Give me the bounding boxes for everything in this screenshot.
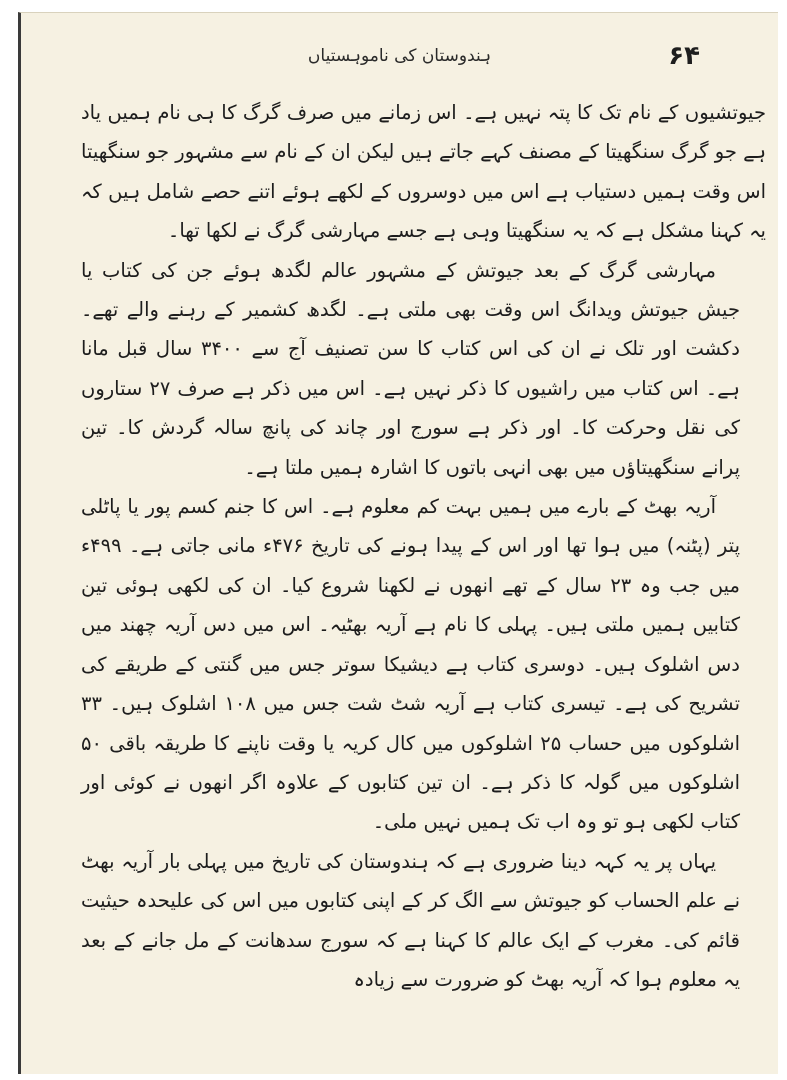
body-text [81, 93, 766, 999]
page-header [21, 33, 778, 77]
book-page [18, 12, 778, 1074]
paragraph-2: مہارشی گرگ کے بعد جیوتش کے مشہور عالم لگدھ ہوئے جن کی کتاب یا جیش جیوتش ویدانگ اس وقت بھی ملتی ہے۔ لگدھ کشمیر کے رہنے والے تھے۔ دکشت اور تلک نے ان کی اس کتاب کا سن تصنیف آج سے ۳۴۰۰ سال قبل مانا ہے۔ اس کتاب میں راشیوں کا ذکر نہیں ہے۔ اس میں ذکر ہے صرف ۲۷ ستاروں کی نقل وحرکت کا۔ اور ذکر ہے سورج اور چاند کی پانچ سالہ گردش کا۔ تین پرانے سنگھیتاؤں میں بھی انہی باتوں کا اشارہ ہمیں ملتا ہے۔ [81, 258, 740, 479]
running-title: ہندوستان کی ناموہستیاں [307, 46, 492, 66]
page-number: ۶۴ [668, 41, 700, 71]
paragraph-4: یہاں پر یہ کہہ دینا ضروری ہے کہ ہندوستان کی تاریخ میں پہلی بار آریہ بھٹ نے علم الحساب کو جیوتش سے الگ کر کے اپنی کتابوں میں اس کی علیحدہ حیثیت قائم کی۔ مغرب کے ایک عالم کا کہنا ہے کہ سورج سدھانت کے مل جانے کے بعد یہ معلوم ہوا کہ آریہ بھٹ کو ضرورت سے زیادہ [81, 849, 740, 991]
paragraph-3: آریہ بھٹ کے بارے میں ہمیں بہت کم معلوم ہے۔ اس کا جنم کسم پور یا پاٹلی پتر (پٹنہ) میں ہوا تھا اور اس کے پیدا ہونے کی تاریخ ۴۷۶ء مانی جاتی ہے۔ ۴۹۹ء میں جب وہ ۲۳ سال کے تھے انھوں نے لکھنا شروع کیا۔ ان کی لکھی ہوئی تین کتابیں ہمیں ملتی ہیں۔ پہلی کا نام ہے آریہ بھٹیہ۔ اس میں دس آریہ چھند میں دس اشلوک ہیں۔ دوسری کتاب ہے دیشیکا سوتر جس میں گنتی کے طریقے کی تشریح کی ہے۔ تیسری کتاب ہے آریہ شٹ شت جس میں ۱۰۸ اشلوک ہیں۔ ۳۳ اشلوکوں میں حساب ۲۵ اشلوکوں میں کال کریہ یا وقت ناپنے کا طریقہ باقی ۵۰ اشلوکوں میں گولہ کا ذکر ہے۔ ان تین کتابوں کے علاوہ اگر انھوں نے کوئی اور کتاب لکھی ہو تو وہ اب تک ہمیں نہیں ملی۔ [81, 495, 740, 834]
paragraph-1: جیوتشیوں کے نام تک کا پتہ نہیں ہے۔ اس زمانے میں صرف گرگ کا ہی نام ہمیں یاد ہے جو گرگ سنگھیتا کے مصنف کہے جاتے ہیں لیکن ان کے نام سے مشہور جو سنگھیتا اس وقت ہمیں دستیاب ہے اس میں دوسروں کے لکھے ہوئے اتنے حصے شامل ہیں کہ یہ کہنا مشکل ہے کہ یہ سنگھیتا وہی ہے جسے مہارشی گرگ نے لکھا تھا۔ [81, 101, 766, 243]
